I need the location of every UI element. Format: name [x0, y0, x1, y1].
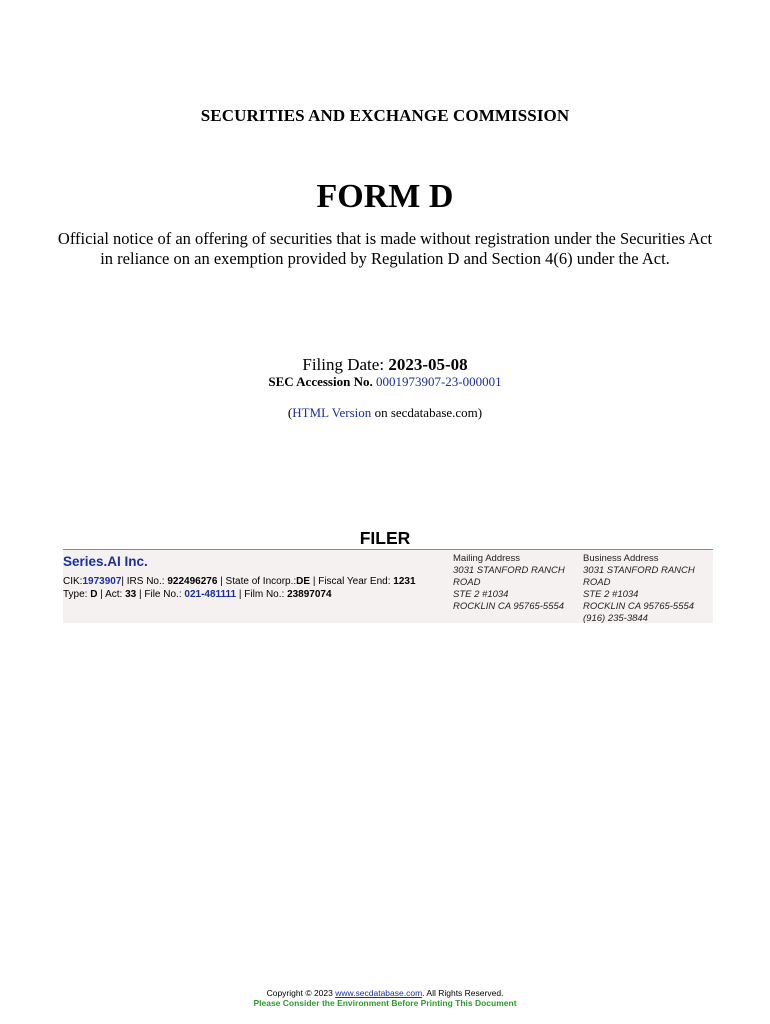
filer-meta-line-1	[63, 576, 416, 587]
html-version-line	[0, 405, 770, 421]
business-address-line: 3031 STANFORD RANCH	[583, 564, 695, 576]
file-number-link[interactable]: 021-481111	[184, 589, 237, 600]
mailing-address-label: Mailing Address	[453, 553, 521, 564]
copyright-line	[0, 988, 770, 998]
fye-value: 1231	[393, 576, 416, 587]
state-value: DE	[296, 576, 311, 587]
accession-line	[0, 374, 770, 390]
business-address-line: STE 2 #1034	[583, 588, 639, 600]
file-label: | File No.:	[136, 589, 185, 600]
state-label: | State of Incorp.:	[217, 576, 297, 587]
environment-note: Please Consider the Environment Before Printing This Document	[253, 998, 517, 1008]
filer-meta-line-2	[63, 589, 332, 600]
form-title: FORM D	[316, 178, 454, 215]
type-label: Type:	[63, 589, 91, 600]
cik-label: CIK:	[63, 576, 83, 587]
agency-heading: SECURITIES AND EXCHANGE COMMISSION	[200, 106, 570, 125]
html-version-suffix: on secdatabase.com)	[371, 405, 483, 420]
mailing-address-line: ROCKLIN CA 95765-5554	[453, 600, 565, 612]
accession-label: SEC Accession No.	[268, 374, 373, 389]
business-address	[583, 553, 713, 624]
cik-link[interactable]: 1973907	[82, 576, 122, 587]
filer-heading: FILER	[359, 528, 411, 548]
fye-label: | Fiscal Year End:	[310, 576, 394, 587]
irs-value: 922496276	[167, 576, 218, 587]
filing-date-value: 2023-05-08	[388, 355, 468, 374]
business-address-label: Business Address	[583, 553, 659, 564]
act-label: | Act:	[97, 589, 126, 600]
mailing-address-line: 3031 STANFORD RANCH	[453, 564, 565, 576]
offering-notice: Official notice of an offering of securities that is made without registration under the Securities Act in reliance on an exemption provided by Regulation D and Section 4(6) under the Act.	[57, 229, 713, 268]
filer-panel	[63, 550, 713, 623]
irs-label: | IRS No.:	[121, 576, 168, 587]
filing-date-line	[0, 355, 770, 375]
film-value: 23897074	[287, 589, 332, 600]
open-paren: (	[287, 405, 293, 420]
copyright-suffix: . All Rights Reserved.	[422, 988, 504, 998]
business-phone: (916) 235-3844	[583, 612, 648, 624]
html-version-link[interactable]: HTML Version	[292, 405, 372, 420]
mailing-address-line: STE 2 #1034	[453, 588, 509, 600]
business-address-line: ROCKLIN CA 95765-5554	[583, 600, 695, 612]
copyright-prefix: Copyright © 2023	[266, 988, 336, 998]
business-address-line: ROAD	[583, 576, 611, 588]
secdatabase-link[interactable]: www.secdatabase.com	[335, 988, 423, 998]
type-value: D	[90, 589, 98, 600]
film-label: | Film No.:	[236, 589, 288, 600]
company-name-link[interactable]: Series.AI Inc.	[63, 554, 148, 569]
filing-date-label: Filing Date:	[302, 355, 385, 374]
mailing-address-line: ROAD	[453, 576, 481, 588]
mailing-address	[453, 553, 578, 613]
accession-number-link[interactable]: 0001973907-23-000001	[375, 374, 502, 389]
act-value: 33	[125, 589, 137, 600]
